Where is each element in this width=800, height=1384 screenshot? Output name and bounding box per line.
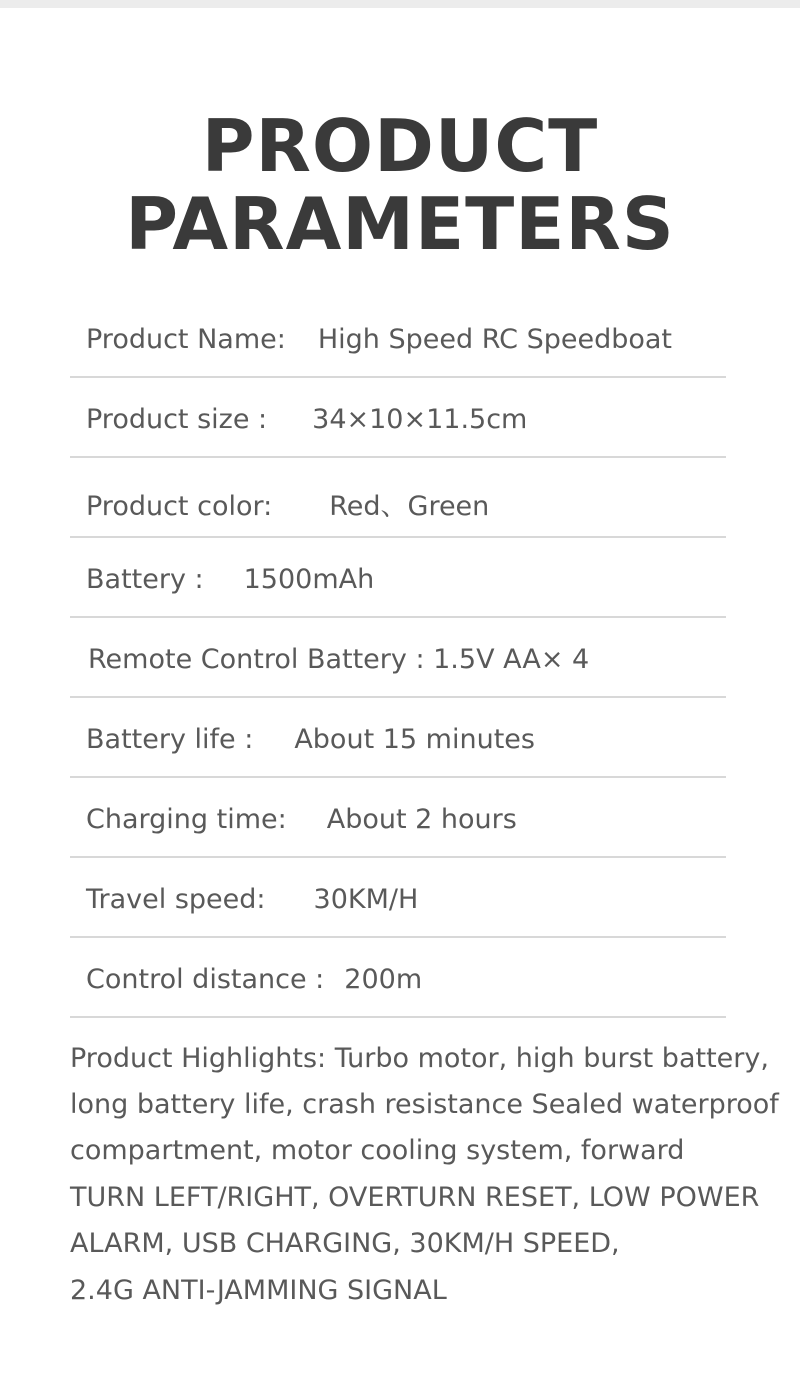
top-divider-strip: [0, 0, 800, 8]
spec-value: High Speed RC Speedboat: [317, 323, 672, 355]
table-row: [70, 778, 726, 858]
page-title-line-1: PRODUCT: [201, 104, 599, 188]
spec-label: Control distance :: [86, 963, 325, 995]
highlights-line: 2.4G ANTI-JAMMING SIGNAL: [70, 1274, 447, 1306]
spec-value: 34×10×11.5cm: [312, 403, 528, 435]
table-row: [70, 458, 726, 538]
spec-value: 30KM/H: [313, 883, 419, 915]
table-row: [70, 618, 726, 698]
spec-label: Battery :: [86, 563, 204, 595]
spec-label: Product size :: [86, 403, 268, 435]
page-title-line-2: PARAMETERS: [125, 181, 675, 266]
table-row: [70, 538, 726, 618]
spec-value: 200m: [344, 963, 423, 995]
spec-value: 1500mAh: [243, 563, 375, 595]
spec-label: Remote Control Battery : 1.5V AA× 4: [88, 643, 590, 675]
product-highlights: [70, 1036, 779, 1315]
spec-label: Product Name:: [86, 323, 286, 355]
spec-label: Product color:: [86, 490, 273, 522]
table-row: [70, 938, 726, 1018]
highlights-line: Product Highlights: Turbo motor, high burst battery,: [70, 1042, 769, 1074]
highlights-line: compartment, motor cooling system, forward: [70, 1135, 685, 1167]
spec-value: About 15 minutes: [294, 723, 535, 755]
spec-value: Red、Green: [329, 490, 490, 522]
highlights-line: ALARM, USB CHARGING, 30KM/H SPEED,: [70, 1228, 620, 1260]
spec-label: Travel speed:: [86, 883, 266, 915]
specifications-table: [70, 298, 726, 1018]
table-row: [70, 378, 726, 458]
page-title: [0, 0, 800, 264]
highlights-line: TURN LEFT/RIGHT, OVERTURN RESET, LOW POWER: [70, 1181, 760, 1213]
spec-label: Charging time:: [86, 803, 287, 835]
spec-label: Battery life :: [86, 723, 254, 755]
highlights-line: long battery life, crash resistance Sealed waterproof: [70, 1088, 779, 1120]
table-row: [70, 698, 726, 778]
table-row: [70, 298, 726, 378]
spec-value: About 2 hours: [326, 803, 517, 835]
table-row: [70, 858, 726, 938]
